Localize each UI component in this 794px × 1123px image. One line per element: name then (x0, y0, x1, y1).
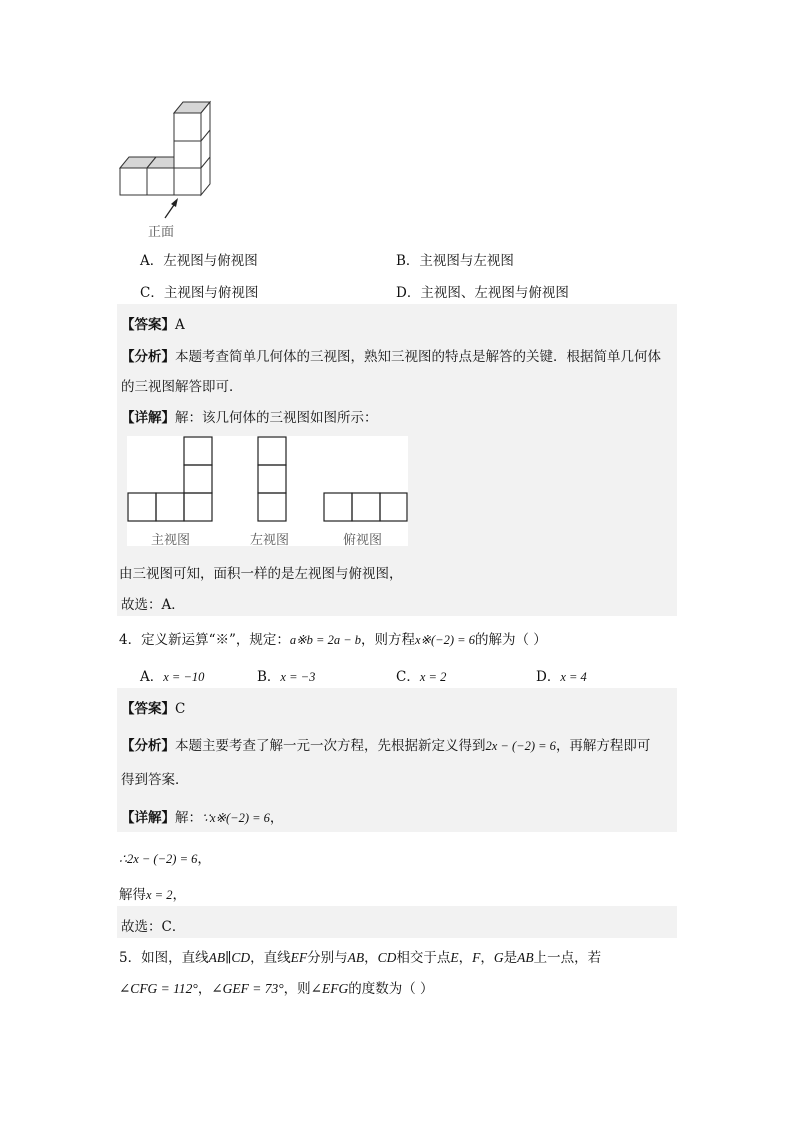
option-label: A． (140, 669, 164, 685)
q5-math: CD (377, 950, 397, 965)
q5-math: AB∥CD (208, 950, 251, 965)
q4-answer-line (121, 697, 185, 717)
option-value: x = −3 (280, 670, 316, 684)
q5-math: AB (517, 950, 534, 965)
q5-math: E (450, 950, 459, 965)
q5-text: 5．如图，直线 (119, 950, 209, 966)
q5-math: EF (290, 950, 308, 965)
q3-analysis-text: 本题考查简单几何体的三视图，熟知三视图的特点是解答的关键．根据简单几何体 (175, 349, 661, 365)
q5-math: ∠CFG = 112° (119, 981, 198, 996)
q4-solution-panel-lower (117, 906, 677, 938)
analysis-tag: 【分析】 (121, 349, 175, 365)
q3-conclusion: 由三视图可知，面积一样的是左视图与俯视图， (119, 566, 403, 582)
front-label: 正面 (148, 225, 175, 240)
left-view-label: 左视图 (250, 533, 290, 548)
q5-text: ， (364, 950, 378, 966)
q5-text: ， (458, 950, 473, 966)
left-view-cell (258, 465, 286, 493)
option-value: x = 4 (560, 670, 587, 684)
q3-answer: A (175, 317, 185, 333)
q4-detail-equation: ∵x※(−2) = 6 (202, 811, 270, 825)
main-view-cell (184, 437, 212, 465)
q4-step2-equation: x = 2 (146, 888, 173, 902)
option-label: D． (536, 669, 561, 685)
q3-option-d: D．主视图、左视图与俯视图 (396, 285, 569, 301)
q4-stem-text: ，则方程 (361, 632, 415, 648)
main-view-label: 主视图 (151, 533, 191, 548)
main-view-cell (128, 493, 156, 521)
q5-line2 (119, 977, 434, 997)
q3-detail-text: 解：该几何体的三视图如图所示： (175, 410, 378, 426)
option-value: x = −10 (163, 670, 205, 684)
q4-option-b (257, 665, 315, 685)
q5-text: 分别与 (307, 950, 348, 966)
q3-option-c: C．主视图与俯视图 (140, 285, 259, 301)
q4-equation: x※(−2) = 6 (415, 633, 475, 647)
q5-text: ， (480, 950, 494, 966)
q3-detail-line (121, 406, 378, 426)
left-view-cell (258, 437, 286, 465)
q5-text: 相交于点 (396, 950, 451, 966)
q4-option-a (140, 665, 204, 685)
q3-answer-line (121, 313, 185, 333)
q4-step2 (119, 883, 186, 903)
three-view-drawing (127, 436, 408, 526)
q5-text: ， (197, 981, 212, 997)
answer-tag: 【答案】 (121, 317, 175, 333)
q5-math: ∠EFG (310, 981, 349, 996)
detail-tag: 【详解】 (121, 810, 175, 826)
q5-text: 的度数为（ ） (348, 981, 434, 997)
cube-front-face (174, 113, 201, 141)
cube-front-face (174, 141, 201, 168)
q4-analysis-text: ，再解方程即可 (555, 738, 651, 754)
top-view-label: 俯视图 (343, 533, 383, 548)
q4-stem-text: 4．定义新运算“※”，规定： (119, 632, 290, 648)
q5-text: ，则 (283, 981, 311, 997)
q3-option-a: A．左视图与俯视图 (140, 253, 258, 269)
top-view-cell (324, 493, 352, 521)
q4-rule: a※b = 2a − b (289, 633, 361, 647)
left-view-cell (258, 493, 286, 521)
q4-answer: C (175, 701, 186, 717)
option-value: x = 2 (419, 670, 447, 684)
option-label: C． (396, 669, 420, 685)
main-view-cell (184, 465, 212, 493)
top-view-cell (352, 493, 380, 521)
cube-front-face (147, 168, 174, 195)
main-view-cell (184, 493, 212, 521)
q4-stem-text: 的解为（ ） (474, 632, 547, 648)
detail-tag: 【详解】 (121, 410, 175, 426)
q4-analysis-line2: 得到答案． (121, 772, 189, 788)
q4-step1-equation: ∴2x − (−2) = 6 (119, 852, 198, 866)
q4-choose: 故选：C． (121, 919, 186, 935)
q4-step1 (119, 847, 211, 867)
q3-analysis-line2: 的三视图解答即可． (121, 379, 243, 395)
punctuation: ， (172, 887, 186, 903)
cube-side-face (201, 102, 210, 195)
top-view-cell (380, 493, 407, 521)
q3-analysis-line1 (121, 345, 661, 365)
q4-analysis-equation: 2x − (−2) = 6 (485, 739, 556, 753)
q5-math: AB (347, 950, 365, 965)
q4-stem (119, 628, 547, 648)
arrow-head-icon (171, 198, 178, 207)
q4-option-d (536, 665, 587, 685)
q3-choose: 故选：A． (121, 597, 185, 613)
q5-text: ，直线 (250, 950, 291, 966)
q3-option-b: B．主视图与左视图 (396, 253, 514, 269)
q4-detail-text: ， (269, 810, 284, 826)
q5-math: F (472, 950, 481, 965)
q5-text: 是 (503, 950, 518, 966)
option-label: B． (257, 669, 281, 685)
q4-analysis-text: 本题主要考查了解一元一次方程，先根据新定义得到 (175, 738, 486, 754)
answer-tag: 【答案】 (121, 701, 175, 717)
analysis-tag: 【分析】 (121, 738, 175, 754)
cube-front-face (120, 168, 147, 195)
q4-step2-text: 解得 (119, 887, 146, 903)
q4-detail-line (121, 806, 283, 826)
q5-math: ∠GEF = 73° (211, 981, 284, 996)
q5-math: G (493, 950, 504, 965)
q4-analysis-line1 (121, 734, 650, 754)
punctuation: ， (197, 851, 211, 867)
cube-front-face (174, 168, 201, 195)
main-view-cell (156, 493, 184, 521)
q5-text: 上一点，若 (533, 950, 602, 966)
q4-option-c (396, 665, 446, 685)
q4-detail-text: 解： (175, 810, 202, 826)
q5-line1 (119, 946, 601, 966)
